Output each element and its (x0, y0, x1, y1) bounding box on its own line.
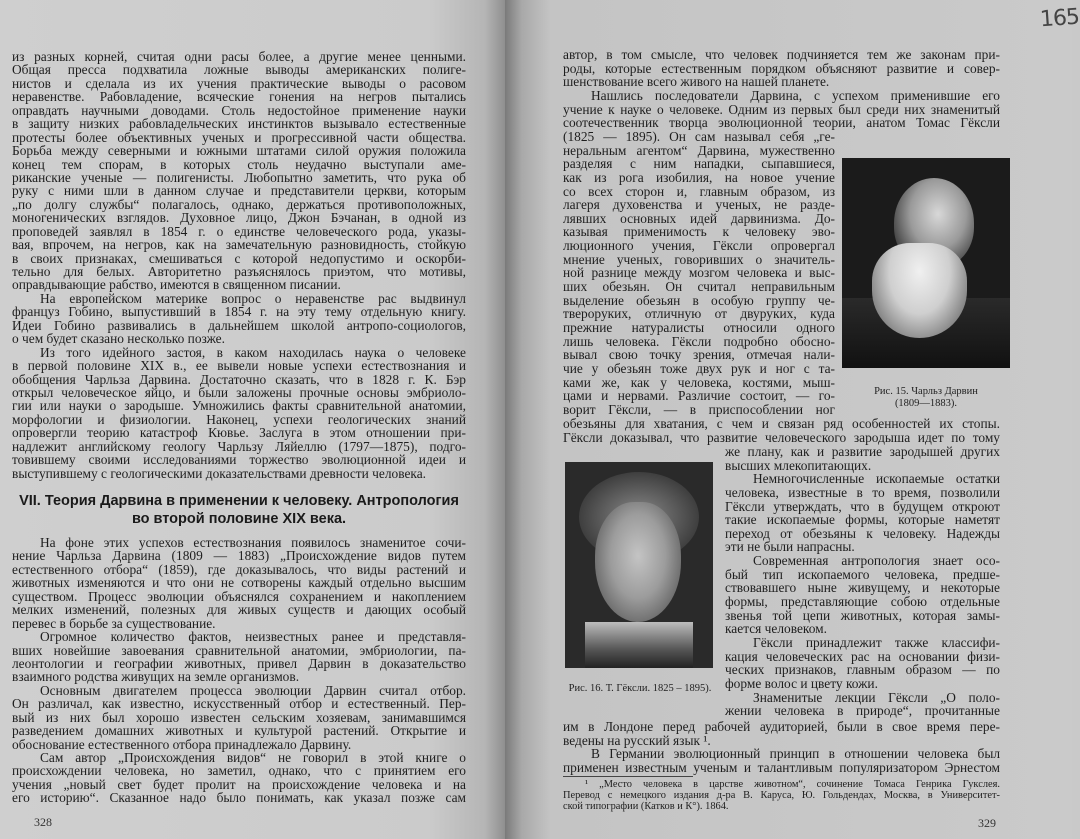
text-line: надлежит английскому геологу Чарльзу Ляйеллю (1797—1875), подго- (12, 438, 466, 454)
right-text-bottom (563, 720, 1000, 775)
text-line: Общая пресса подхватила ложные выводы американских полиге- (12, 62, 466, 78)
text-line: опровергли теорию катастроф Кювье. Заслуга в этом отношении при- (12, 425, 466, 441)
text-line: ствовавшего ныне живущему, и некоторые (725, 580, 1000, 596)
paragraph (12, 630, 466, 684)
text-line: обезьяны для хватания, с чем и связан ряд особенностей их стопы. (563, 416, 1000, 431)
text-line: вая, впрочем, на негров, как на замечательную разновидность, стойкую (12, 237, 466, 253)
text-line: риканские ученые — полигенисты. Любопытно заметить, что рука об (12, 169, 466, 185)
text-line: протесты более объективных ученых и прогрессивной части общества. (12, 129, 466, 145)
text-line: учения „новый свет будет пролит на происхождение человека и на (12, 776, 466, 792)
text-line: же плану, как и развитие зародышей других (725, 444, 1000, 459)
text-line: как из рога изобилия, на новое учение (563, 169, 835, 185)
text-line: (1825 — 1895). Он сам называл себя „ге- (563, 129, 835, 144)
text-line: Гёксли утверждать, что в будущем откроют (725, 498, 1000, 514)
text-line: лявших основных идей дарвинизма. До- (563, 210, 835, 226)
text-line: Перевод с немецкого издания д-ра В. Каруса, Ю. Гольдендах, Москва, в Университет- (563, 790, 1000, 801)
text-line: вывал свою точку зрения, отмечая нали- (563, 347, 835, 363)
text-line: ной разнице между мозгом человека и выс- (563, 265, 835, 281)
text-line: Основным двигателем процесса эволюции Дарвин считал отбор. (40, 682, 466, 698)
paragraph (12, 684, 466, 751)
paragraph (725, 691, 1000, 718)
text-line: звенья той цепи животных, которая замы- (725, 607, 1000, 623)
text-line: ками же, как у человека, костями, мыш- (563, 374, 835, 390)
text-line: Идеи Гобино развивались в дальнейшем школой антропо-социологов, (12, 317, 466, 333)
text-line: чие у обезьян тоже двух рук и ног с та- (563, 360, 835, 376)
text-line: Гёксли доказывал, что развитие человеческого зародыша идет по тому (563, 429, 1000, 445)
text-line: формы, представляющие собою отдельные (725, 594, 1000, 610)
paragraph (563, 720, 1000, 747)
text-line: конец тем спорам, в которых столь неудачно выступали аме- (12, 156, 466, 172)
text-line: Из того идейного застоя, в каком находилась наука о человеке (40, 344, 466, 360)
text-line: проповедей заявлял в 1854 г. о единстве человеческого рода, указы- (12, 223, 466, 239)
paragraph (12, 292, 466, 346)
page-number-right: 329 (978, 816, 996, 830)
text-line: переход от обезьяны к человеку. Надежды (725, 525, 1000, 541)
paragraph (563, 417, 1000, 444)
text-line: в своих признаках, смешиваться с которой недопустимо и оскорби- (12, 250, 466, 266)
text-line: неравенстве. Рабовладение, всяческие гонения на негров пытались (12, 89, 466, 105)
text-line: происхождении человека, но заметил, однако, что с принятием его (12, 763, 466, 779)
text-line: На европейском материке вопрос о неравенстве рас выдвинул (40, 290, 466, 306)
text-line: Сам автор „Происхождения видов“ не говорил в этой книге о (40, 750, 466, 765)
paragraph (12, 751, 466, 805)
text-line: в первой половине XIX в., ее вывели новые успехи естествознания и (12, 358, 466, 374)
paragraph (725, 636, 1000, 691)
text-line: вый из них был хорошо известен сельским хозяевам, занимавшимся (12, 709, 466, 725)
page-number-left: 328 (34, 815, 52, 829)
text-line: выступившему с геологическими доказательствами древности человека. (12, 465, 426, 481)
huxley-portrait-image (565, 462, 713, 668)
right-text-top (563, 48, 1000, 130)
text-line: леонтологии и географии животных, привел Дарвин в доказательство (12, 655, 466, 671)
paragraph (563, 89, 1000, 130)
text-line: руку с ними шли в данном случае и представители церкви, которым (12, 183, 466, 199)
text-line: прежние натуралисты относили одного (563, 319, 835, 335)
paragraph (563, 48, 1000, 89)
text-line: шенствование всего живого на нашей планете. (563, 74, 830, 90)
paragraph (725, 445, 1000, 472)
handwritten-page-mark: 165 (1039, 4, 1080, 33)
text-line: взаимного родства живущих на земле организмов. (12, 669, 300, 685)
text-line: из разных корней, считая одни расы более, а другие менее ценными. (12, 49, 466, 64)
left-text-block-1 (12, 50, 466, 480)
text-line: ведены на русский язык ¹. (563, 732, 711, 748)
text-line: цами и нервами. Различие состоит, — го- (563, 388, 835, 404)
darwin-portrait-image (842, 158, 1010, 368)
text-line: разделяя с ним нападки, сыпавшиеся, (563, 156, 835, 172)
left-text-block-2 (12, 536, 466, 805)
text-line: бый тип ископаемого человека, предше- (725, 566, 1000, 582)
paragraph (563, 747, 1000, 774)
text-line: форме волос и цвету кожи. (725, 675, 878, 691)
text-line: эти не были напрасны. (725, 539, 855, 555)
text-line: его историю“. Сказанное надо было понимать, как указал позже сам (12, 790, 466, 806)
text-line: Знаменитые лекции Гёксли „О поло- (753, 689, 1000, 705)
chapter-heading-line-1: VII. Теория Дарвина в применении к человеку. Антропология (19, 493, 459, 509)
text-line: естественного отбора“ (1859), где доказывалось, что виды растений и (12, 561, 466, 577)
text-line: лишь человека. Гёксли подробно обосно- (563, 333, 835, 349)
text-line: кация человеческих рас на основании физи- (725, 648, 1000, 664)
paragraph (563, 779, 1000, 812)
figure-15-caption (842, 386, 1010, 410)
text-line: Современная антропология знает осо- (753, 553, 1000, 569)
text-line: выделение обезьян в особую группу че- (563, 292, 835, 308)
text-line: оправдать научными доводами. Столь недостойное применение науки (12, 102, 466, 118)
text-line: мнение ученых, говоривших о значитель- (563, 251, 835, 267)
text-line: На фоне этих успехов естествознания появилось знаменитое сочи- (40, 535, 466, 550)
text-line: о чем будет сказано несколько позже. (12, 331, 225, 347)
text-line: обобщения Чарльза Дарвина. Достаточно сказать, что в 1828 г. К. Бэр (12, 371, 466, 387)
text-line: ческих признаков, главным образом — по (725, 662, 1000, 678)
chapter-heading-line-2: во второй половине XIX века. (131, 511, 347, 527)
text-line: со всех сторон и, главным образом, из (563, 183, 835, 199)
right-text-column-2 (725, 445, 1000, 718)
text-line: ворит Гёксли, — в приспособлении ног (563, 401, 835, 417)
text-line: животных изменяются и что они не сотворены каждый отдельно высшим (12, 575, 466, 591)
text-line: тельно для белых. Авторитетно разъяснялось приэтом, что мотивы, (12, 264, 466, 279)
footnote-divider (563, 776, 693, 777)
footnote (563, 779, 1000, 812)
paragraph (725, 554, 1000, 636)
text-line: роды, которые естественным порядком объясняют развитие и совер- (563, 60, 1000, 76)
text-line: морфологии и физиологии. Наконец, успехи геологических знаний (12, 411, 466, 427)
text-line: мелких изменений, полезных для живых существ и дающих особый (12, 602, 466, 618)
text-line: автор, в том смысле, что человек подчиняется тем же законам при- (563, 47, 1000, 62)
paragraph (725, 472, 1000, 554)
text-line: разведением домашних животных и культурой растений. Открытие и (12, 723, 466, 739)
text-line: оправдывающие рабство, имеются в священном писании. (12, 277, 341, 293)
text-line: кается человеком. (725, 621, 827, 637)
right-text-middle (563, 417, 1000, 444)
text-line: нение Чарльза Дарвина (1809 — 1883) „Происхождение видов путем (12, 548, 466, 564)
text-line: нистов и сделала из их учения практические выводы о расовом (12, 75, 466, 91)
text-line: соотечественник творца эволюционной теории, анатом Томас Гёксли (563, 115, 1000, 131)
figure-15-caption-line-2: (1809—1883). (894, 398, 958, 409)
text-line: Нашлись последователи Дарвина, с успехом применившие его (591, 87, 1000, 103)
text-line: Он различал, как известно, искусственный отбор и естественный. Пер- (12, 696, 466, 712)
paragraph (563, 130, 835, 416)
text-line: ших обезьян. Он считал неправильным (563, 279, 835, 295)
text-line: Борьба между северными и южными штатами силой оружия положила (12, 143, 466, 159)
text-line: лагеря духовенства и ученых, не разде- (563, 197, 835, 213)
text-line: в защиту низких рабовладельческих инстинктов вызывало естественные (12, 116, 466, 132)
text-line: товившему своими исследованиями торжество эволюционной идеи и (12, 452, 466, 468)
text-line: существом. Процесс эволюции объяснялся сохранением и накоплением (12, 588, 466, 604)
text-line: человека, известные в то время, позволили (725, 484, 1000, 500)
paragraph (12, 536, 466, 630)
text-line: перевес в борьбе за существование. (12, 615, 216, 631)
text-line: вших новейшие завоевания сравнительной анатомии, эмбриологии, па- (12, 642, 466, 658)
figure-16-caption: Рис. 16. Т. Гёксли. 1825 – 1895). (568, 683, 712, 694)
text-line: им в Лондоне перед рабочей аудиторией, были в свое время пере- (563, 719, 1000, 734)
text-line: люционного учения, Гёксли опровергал (563, 238, 835, 254)
text-line: моногенических взглядов. Духовное лицо, Джон Бэчанан, в одной из (12, 210, 466, 226)
paragraph (12, 50, 466, 292)
text-line: француз Гобино, выпустивший в 1854 г. на эту тему отдельную книгу. (12, 304, 466, 320)
figure-15-caption-line-1: Рис. 15. Чарльз Дарвин (874, 386, 978, 397)
text-line: обоснование естественного отбора принадлежало Дарвину. (12, 736, 352, 752)
text-line: высших млекопитающих. (725, 457, 872, 473)
text-line: такие ископаемые формы, которые наметят (725, 512, 1000, 528)
text-line: открыл человеческое яйцо, и были заложены прочные основы эмбриоло- (12, 384, 466, 400)
text-line: ской типографии (Катков и К°). 1864. (563, 801, 729, 812)
chapter-heading (12, 492, 466, 528)
text-line: Огромное количество фактов, неизвестных ранее и представля- (40, 629, 466, 645)
text-line: гии или науки о зародыше. Умножились факты сравнительной анатомии, (12, 398, 466, 414)
text-line: твероруких, отличную от двуруких, куда (563, 306, 835, 322)
paragraph (12, 346, 466, 480)
text-line: неральным агентом“ Дарвина, мужественно (563, 142, 835, 158)
text-line: ¹ „Место человека в царстве животном“, сочинение Томаса Генрика Гукслея. (585, 779, 1000, 790)
text-line: казывая применимость к человеку эво- (563, 224, 835, 240)
text-line: применен известным ученым и талантливым популяризатором Эрнестом (563, 759, 1000, 775)
text-line: В Германии эволюционный принцип в отношении человека был (591, 746, 1000, 762)
text-line: Гёксли принадлежит также классифи- (753, 634, 1000, 650)
text-line: „по долгу службы“ полагалось, однако, держаться противоположных, (12, 196, 466, 212)
text-line: учение к науке о человеке. Одним из первых был среди них знаменитый (563, 101, 1000, 117)
text-line: Немногочисленные ископаемые остатки (753, 471, 1000, 487)
text-line: жении человека в природе“, прочитанные (725, 703, 1000, 719)
right-text-column-1 (563, 130, 835, 416)
